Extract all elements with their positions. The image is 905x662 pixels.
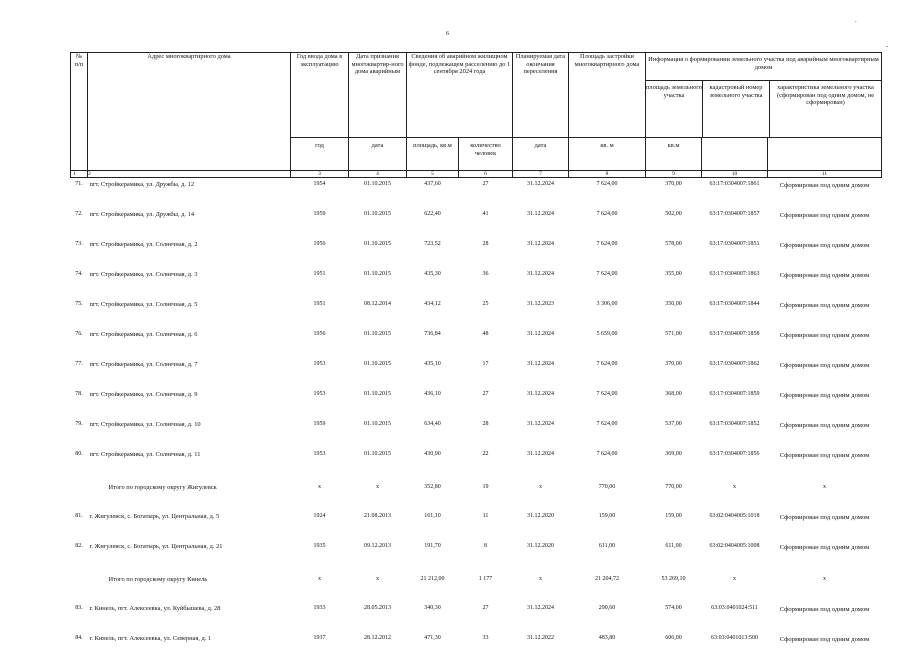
row-address: пгт. Стройкерамика, ул. Дружбы, д. 12	[88, 178, 291, 209]
row-cadastral: 63:17:0304007:1857	[702, 208, 768, 238]
row-land-char: Сформирован под одним домом	[768, 540, 882, 570]
unit-empty	[702, 138, 768, 171]
row-land-area: 370,00	[646, 178, 702, 209]
row-area: 435,10	[407, 358, 459, 388]
row-planned-date: x	[513, 478, 569, 510]
row-cadastral: 63:02:0404005:1018	[702, 510, 768, 540]
row-land-area: 368,00	[646, 388, 702, 418]
row-cadastral: 63:17:0304007:1863	[702, 268, 768, 298]
row-year: 1956	[291, 328, 349, 358]
row-people: 19	[459, 478, 513, 510]
row-year: 1953	[291, 448, 349, 478]
row-land-char: Сформирован под одним домом	[768, 510, 882, 540]
row-year: 1933	[291, 602, 349, 632]
row-land-char: Сформирован под одним домом	[768, 448, 882, 478]
row-land-char: x	[768, 570, 882, 602]
col-number: 3	[291, 171, 349, 178]
row-planned-date: 31.12.2024	[513, 448, 569, 478]
row-address: пгт. Стройкерамика, ул. Солнечная, д. 10	[88, 418, 291, 448]
table-row	[71, 298, 882, 328]
row-area: 21 212,00	[407, 570, 459, 602]
row-number: 83.	[71, 602, 88, 632]
table-row	[71, 418, 882, 448]
row-number: 75.	[71, 298, 88, 328]
row-land-char: Сформирован под одним домом	[768, 298, 882, 328]
row-number: 73.	[71, 238, 88, 268]
table-row	[71, 208, 882, 238]
header-land-area: площадь земельного участка	[646, 81, 703, 137]
row-cadastral: 63:03:0401024:511	[702, 602, 768, 632]
row-recognition-date: 21.08.2013	[349, 510, 407, 540]
header-land-char: характеристика земельного участка (сформирован под одним домом, не сформирован)	[770, 81, 881, 137]
row-number: 81.	[71, 510, 88, 540]
row-land-area: 355,00	[646, 268, 702, 298]
row-year: 1951	[291, 298, 349, 328]
row-land-area: 606,00	[646, 632, 702, 662]
row-address: пгт. Стройкерамика, ул. Солнечная, д. 2	[88, 238, 291, 268]
unit-date: дата	[349, 138, 407, 171]
row-cadastral: 63:17:0304007:1852	[702, 418, 768, 448]
row-area: 435,30	[407, 268, 459, 298]
row-building-area: 7 624,00	[569, 418, 646, 448]
table-row	[71, 358, 882, 388]
row-recognition-date: 01.10.2015	[349, 178, 407, 209]
row-building-area: 7 624,00	[569, 358, 646, 388]
row-year: x	[291, 478, 349, 510]
row-year: 1959	[291, 418, 349, 448]
row-building-area: 159,00	[569, 510, 646, 540]
row-land-char: Сформирован под одним домом	[768, 418, 882, 448]
row-land-area: 369,00	[646, 448, 702, 478]
row-number: 71.	[71, 178, 88, 209]
row-address: пгт. Стройкерамика, ул. Солнечная, д. 5	[88, 298, 291, 328]
row-planned-date: 31.12.2024	[513, 238, 569, 268]
row-building-area: 5 659,00	[569, 328, 646, 358]
row-people: 41	[459, 208, 513, 238]
row-cadastral: 63:17:0304007:1856	[702, 448, 768, 478]
row-building-area: 7 624,00	[569, 178, 646, 209]
row-area: 622,40	[407, 208, 459, 238]
row-number: 84.	[71, 632, 88, 662]
row-cadastral: x	[702, 478, 768, 510]
col-number: 4	[349, 171, 407, 178]
row-building-area: 7 624,00	[569, 238, 646, 268]
row-land-area: 350,00	[646, 298, 702, 328]
row-area: 434,12	[407, 298, 459, 328]
col-number: 8	[569, 171, 646, 178]
row-people: 1 177	[459, 570, 513, 602]
row-area: 352,80	[407, 478, 459, 510]
row-planned-date: 31.12.2024	[513, 328, 569, 358]
row-number: 79.	[71, 418, 88, 448]
row-cadastral: 63:17:0304007:1859	[702, 388, 768, 418]
header-recognition-date: Дата признания многоквартир-ного дома аварийным	[349, 53, 407, 138]
row-land-char: Сформирован под одним домом	[768, 268, 882, 298]
row-area: 191,70	[407, 540, 459, 570]
col-number: 7	[513, 171, 569, 178]
row-land-area: 159,00	[646, 510, 702, 540]
header-land-group	[646, 53, 882, 138]
row-cadastral: 63:03:0401013:500	[702, 632, 768, 662]
row-area: 340,30	[407, 602, 459, 632]
row-building-area: 21 204,72	[569, 570, 646, 602]
col-number: 10	[702, 171, 768, 178]
row-people: 28	[459, 418, 513, 448]
row-number: 76.	[71, 328, 88, 358]
row-building-area: 770,00	[569, 478, 646, 510]
row-year: 1956	[291, 238, 349, 268]
row-people: 28	[459, 238, 513, 268]
row-people: 27	[459, 388, 513, 418]
row-cadastral: 63:17:0304007:1858	[702, 328, 768, 358]
row-year: 1951	[291, 268, 349, 298]
row-recognition-date: 01.10.2015	[349, 328, 407, 358]
row-number: 74.	[71, 268, 88, 298]
row-land-char: Сформирован под одним домом	[768, 328, 882, 358]
row-address: пгт. Стройкерамика, ул. Солнечная, д. 6	[88, 328, 291, 358]
row-people: 17	[459, 358, 513, 388]
row-planned-date: 31.12.2024	[513, 358, 569, 388]
row-year: 1924	[291, 510, 349, 540]
row-area: 723,52	[407, 238, 459, 268]
row-address: пгт. Стройкерамика, ул. Солнечная, д. 9	[88, 388, 291, 418]
row-address: г. Кинель, пгт. Алексеевка, ул. Куйбышева, д. 28	[88, 602, 291, 632]
row-recognition-date: 01.10.2015	[349, 238, 407, 268]
row-building-area: 7 624,00	[569, 268, 646, 298]
row-year: 1953	[291, 358, 349, 388]
row-area: 430,90	[407, 448, 459, 478]
header-cadastral: кадастровый номер земельного участка	[703, 81, 770, 137]
col-number: 11	[768, 171, 882, 178]
row-people: 33	[459, 632, 513, 662]
header-land-group-title: Информация о формировании земельного участка под аварийным многоквартирным домом	[646, 53, 881, 81]
row-area: 437,60	[407, 178, 459, 209]
row-planned-date: 31.12.2024	[513, 418, 569, 448]
row-year: 1953	[291, 388, 349, 418]
row-recognition-date: 01.10.2015	[349, 388, 407, 418]
row-area: 634,40	[407, 418, 459, 448]
row-year: 1959	[291, 208, 349, 238]
page-number: 6	[446, 31, 449, 37]
row-recognition-date: x	[349, 478, 407, 510]
header-num: № п/п	[71, 53, 88, 171]
row-cadastral: 63:17:0304007:1861	[702, 178, 768, 209]
unit-empty	[768, 138, 882, 171]
row-recognition-date: 01.10.2015	[349, 418, 407, 448]
scan-mark: -	[886, 42, 888, 50]
row-number: 80.	[71, 448, 88, 478]
unit-sqm2: кв.м	[646, 138, 702, 171]
row-cadastral: 63:17:0304007:1844	[702, 298, 768, 328]
row-building-area: 483,80	[569, 632, 646, 662]
row-recognition-date: x	[349, 570, 407, 602]
row-building-area: 290,60	[569, 602, 646, 632]
header-info-group: Сведения об аварийном жилищном фонде, подлежащем расселению до 1 сентября 2024 года	[407, 53, 513, 138]
row-recognition-date: 08.12.2014	[349, 298, 407, 328]
row-land-area: 502,00	[646, 208, 702, 238]
row-people: 8	[459, 540, 513, 570]
row-building-area: 7 624,00	[569, 388, 646, 418]
table-body	[71, 178, 882, 662]
table-row	[71, 238, 882, 268]
row-land-char: Сформирован под одним домом	[768, 358, 882, 388]
row-building-area: 7 624,00	[569, 448, 646, 478]
col-number: 1	[71, 171, 88, 178]
row-recognition-date: 01.10.2015	[349, 208, 407, 238]
row-people: 22	[459, 448, 513, 478]
header-address: Адрес многоквартирного дома	[88, 53, 291, 171]
row-number: 77.	[71, 358, 88, 388]
row-year: 1937	[291, 632, 349, 662]
col-number: 6	[459, 171, 513, 178]
row-recognition-date: 01.10.2015	[349, 268, 407, 298]
row-land-char: x	[768, 478, 882, 510]
row-area: 436,10	[407, 388, 459, 418]
row-planned-date: 31.12.2022	[513, 632, 569, 662]
row-year: 1954	[291, 178, 349, 209]
table-row	[71, 388, 882, 418]
row-land-area: 611,00	[646, 540, 702, 570]
row-people: 36	[459, 268, 513, 298]
row-land-char: Сформирован под одним домом	[768, 208, 882, 238]
row-land-area: 574,00	[646, 602, 702, 632]
row-address: пгт. Стройкерамика, ул. Солнечная, д. 11	[88, 448, 291, 478]
row-area: 736,84	[407, 328, 459, 358]
table-row	[71, 602, 882, 632]
row-cadastral: 63:17:0304007:1862	[702, 358, 768, 388]
row-people: 11	[459, 510, 513, 540]
unit-sqm: кв. м	[569, 138, 646, 171]
row-year: 1935	[291, 540, 349, 570]
row-land-char: Сформирован под одним домом	[768, 238, 882, 268]
header-year-built: Год ввода дома в эксплуатацию	[291, 53, 349, 138]
row-recognition-date: 09.12.2013	[349, 540, 407, 570]
row-land-area: 537,00	[646, 418, 702, 448]
row-land-area: 571,00	[646, 328, 702, 358]
total-label: Итого по городскому округу Жигулевск	[71, 478, 291, 510]
row-year: x	[291, 570, 349, 602]
row-planned-date: 31.12.2024	[513, 268, 569, 298]
row-planned-date: 31.12.2024	[513, 602, 569, 632]
row-area: 161,10	[407, 510, 459, 540]
col-number: 9	[646, 171, 702, 178]
row-address: пгт. Стройкерамика, ул. Солнечная, д. 7	[88, 358, 291, 388]
col-number: 2	[88, 171, 291, 178]
row-cadastral: 63:17:0304007:1851	[702, 238, 768, 268]
row-recognition-date: 01.10.2015	[349, 358, 407, 388]
row-planned-date: 31.12.2023	[513, 298, 569, 328]
row-address: г. Жигулевск, с. Богатырь, ул. Центральная, д. 21	[88, 540, 291, 570]
row-number: 78.	[71, 388, 88, 418]
row-address: г. Жигулевск, с. Богатырь, ул. Центральная, д. 5	[88, 510, 291, 540]
row-people: 27	[459, 178, 513, 209]
row-planned-date: 31.12.2020	[513, 510, 569, 540]
row-building-area: 611,00	[569, 540, 646, 570]
row-recognition-date: 28.05.2013	[349, 602, 407, 632]
col-number: 5	[407, 171, 459, 178]
row-area: 471,30	[407, 632, 459, 662]
table-row	[71, 328, 882, 358]
header-building-area: Площадь застройки многоквартирного дома	[569, 53, 646, 138]
row-number: 82.	[71, 540, 88, 570]
housing-table	[70, 52, 882, 662]
unit-people: количество человек	[459, 138, 513, 171]
row-land-char: Сформирован под одним домом	[768, 388, 882, 418]
row-land-area: 53 269,10	[646, 570, 702, 602]
table-row	[71, 448, 882, 478]
row-planned-date: 31.12.2020	[513, 540, 569, 570]
row-land-char: Сформирован под одним домом	[768, 602, 882, 632]
row-land-area: 770,00	[646, 478, 702, 510]
total-row	[71, 478, 882, 510]
table-row	[71, 178, 882, 209]
row-planned-date: 31.12.2024	[513, 388, 569, 418]
row-people: 27	[459, 602, 513, 632]
unit-year: год	[291, 138, 349, 171]
header-planned-date: Планируемая дата окончания переселения	[513, 53, 569, 138]
row-land-char: Сформирован под одним домом	[768, 178, 882, 209]
scan-mark: .	[855, 16, 857, 24]
row-people: 48	[459, 328, 513, 358]
row-recognition-date: 28.12.2012	[349, 632, 407, 662]
row-address: пгт. Стройкерамика, ул. Дружбы, д. 14	[88, 208, 291, 238]
row-land-char: Сформирован под одним домом	[768, 632, 882, 662]
table-row	[71, 632, 882, 662]
table-row	[71, 510, 882, 540]
table-row	[71, 268, 882, 298]
row-building-area: 7 624,00	[569, 208, 646, 238]
row-building-area: 3 306,00	[569, 298, 646, 328]
row-planned-date: x	[513, 570, 569, 602]
row-address: г. Кинель, пгт. Алексеевка, ул. Северная, д. 1	[88, 632, 291, 662]
row-number: 72.	[71, 208, 88, 238]
unit-area: площадь, кв.м	[407, 138, 459, 171]
row-planned-date: 31.12.2024	[513, 208, 569, 238]
row-recognition-date: 01.10.2015	[349, 448, 407, 478]
row-address: пгт. Стройкерамика, ул. Солнечная, д. 3	[88, 268, 291, 298]
row-land-area: 370,00	[646, 358, 702, 388]
row-people: 25	[459, 298, 513, 328]
total-row	[71, 570, 882, 602]
row-cadastral: x	[702, 570, 768, 602]
table-row	[71, 540, 882, 570]
row-cadastral: 63:02:0404005:1008	[702, 540, 768, 570]
row-land-area: 578,00	[646, 238, 702, 268]
row-planned-date: 31.12.2024	[513, 178, 569, 209]
unit-date2: дата	[513, 138, 569, 171]
total-label: Итого по городскому округу Кинель	[71, 570, 291, 602]
